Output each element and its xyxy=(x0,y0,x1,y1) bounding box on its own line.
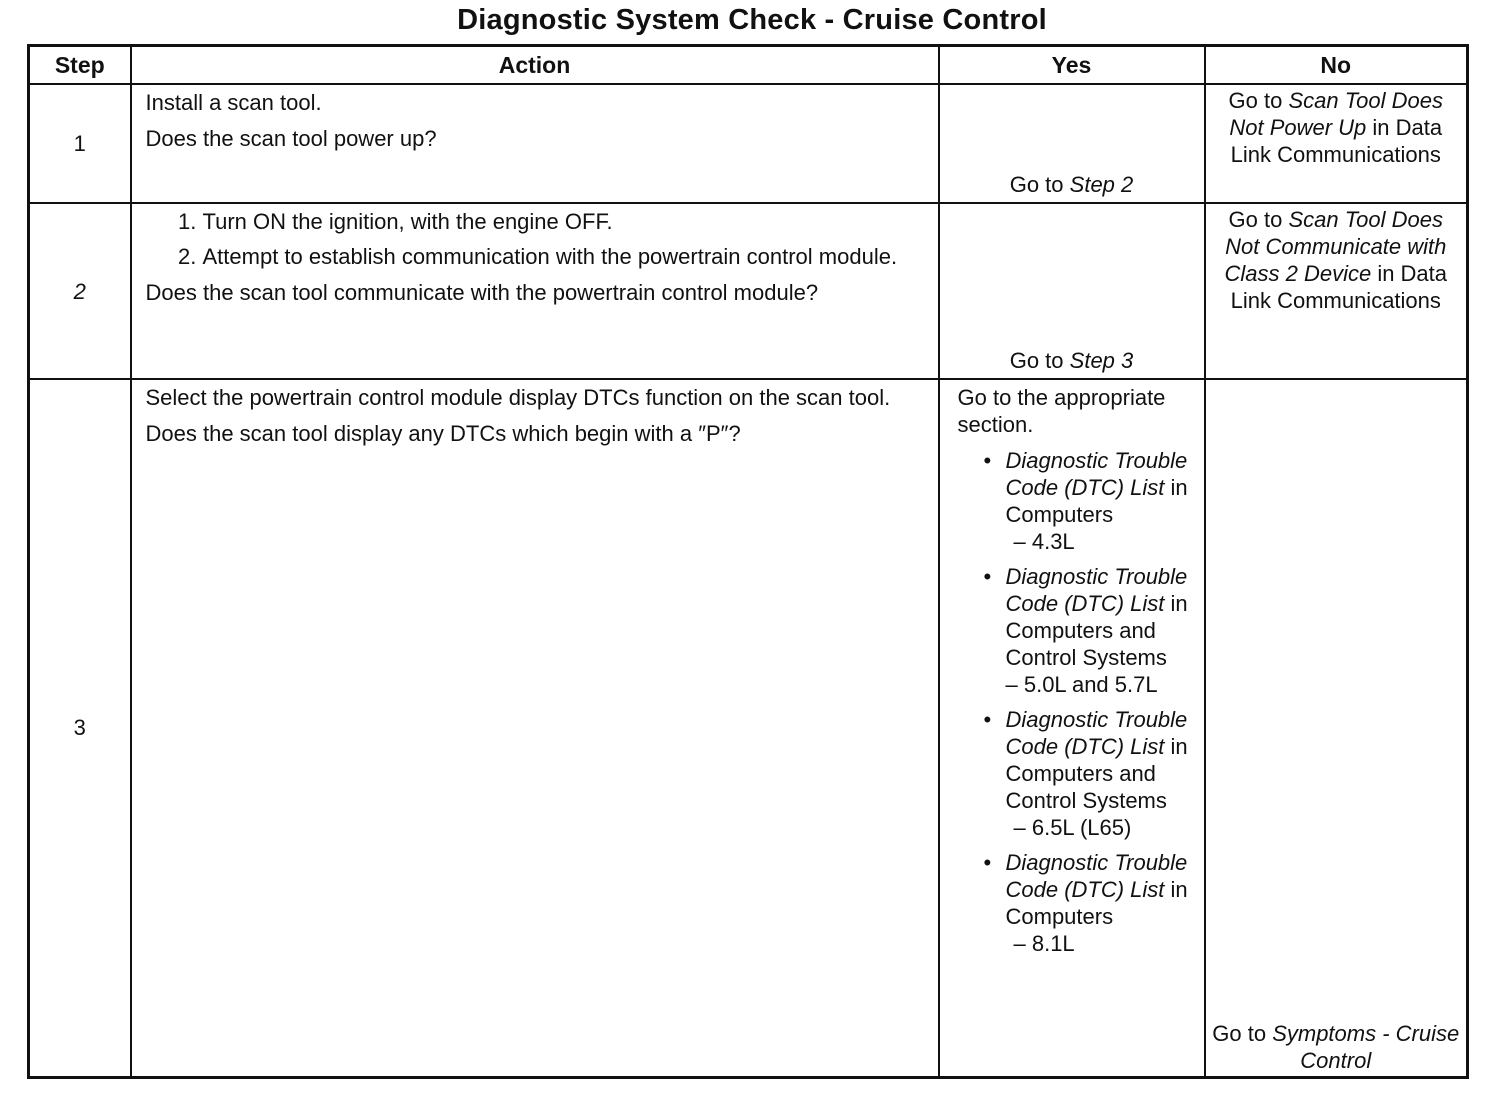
dtc-engine: – 4.3L xyxy=(1013,529,1075,554)
yes-prefix: Go to xyxy=(1009,348,1064,373)
action-steps xyxy=(146,208,932,270)
action-text: Select the powertrain control module display DTCs function on the scan tool. xyxy=(145,385,891,410)
dtc-where: in Computers and Control Systems xyxy=(1005,734,1188,813)
header-yes: Yes xyxy=(939,46,1205,85)
list-item xyxy=(1006,849,1198,957)
action-question: Does the scan tool communicate with the powertrain control module? xyxy=(145,280,819,305)
dtc-engine: – 8.1L xyxy=(1013,931,1075,956)
no-prefix: Go to xyxy=(1212,1020,1267,1046)
table-header-row xyxy=(29,46,1468,85)
list-item xyxy=(1006,447,1198,555)
no-prefix: Go to xyxy=(1228,207,1283,232)
yes-cell xyxy=(939,203,1205,379)
header-no: No xyxy=(1205,46,1468,85)
dtc-link[interactable]: Diagnostic Trouble Code (DTC) List xyxy=(1005,707,1188,759)
page-title: Diagnostic System Check - Cruise Control xyxy=(457,4,1047,36)
yes-link[interactable]: Step 2 xyxy=(1069,172,1134,197)
step-number xyxy=(29,203,131,379)
yes-prefix: Go to xyxy=(1009,172,1064,197)
step-number: 1 xyxy=(29,84,131,203)
list-item xyxy=(1006,706,1198,841)
no-cell xyxy=(1205,203,1468,379)
no-cell xyxy=(1205,84,1468,203)
yes-cell xyxy=(939,84,1205,203)
action-step-item: 1. Turn ON the ignition, with the engine OFF. xyxy=(203,208,932,235)
header-step: Step xyxy=(29,46,131,85)
dtc-engine: – 6.5L (L65) xyxy=(1013,815,1132,840)
no-link[interactable]: Scan Tool Does Not Power Up xyxy=(1229,88,1443,140)
action-cell xyxy=(131,379,939,1077)
action-question: Does the scan tool power up? xyxy=(145,126,437,151)
diagnostic-table xyxy=(27,44,1469,1079)
action-cell xyxy=(131,84,939,203)
no-suffix: in Data Link Communications xyxy=(1230,261,1448,313)
dtc-where: in Computers xyxy=(1005,877,1188,929)
table-row xyxy=(29,203,1468,379)
table-row xyxy=(29,379,1468,1077)
table-row xyxy=(29,84,1468,203)
no-suffix: in Data Link Communications xyxy=(1230,115,1443,167)
header-action: Action xyxy=(131,46,939,85)
dtc-list xyxy=(958,447,1198,957)
action-step-item: 2. Attempt to establish communication with the powertrain control module. xyxy=(203,243,932,270)
no-prefix: Go to xyxy=(1228,88,1283,113)
yes-link[interactable]: Step 3 xyxy=(1069,348,1134,373)
yes-cell xyxy=(939,379,1205,1077)
no-link[interactable]: Symptoms - Cruise Control xyxy=(1272,1020,1460,1073)
dtc-where: in Computers and Control Systems xyxy=(1005,591,1188,670)
action-cell xyxy=(131,203,939,379)
dtc-link[interactable]: Diagnostic Trouble Code (DTC) List xyxy=(1005,564,1188,616)
list-item xyxy=(1006,563,1198,698)
dtc-link[interactable]: Diagnostic Trouble Code (DTC) List xyxy=(1005,850,1188,902)
dtc-where: in Computers xyxy=(1005,475,1188,527)
action-question: Does the scan tool display any DTCs which begin with a ″P″? xyxy=(145,421,741,446)
no-cell xyxy=(1205,379,1468,1077)
dtc-engine: – 5.0L and 5.7L xyxy=(1005,672,1158,697)
step-number: 3 xyxy=(29,379,131,1077)
action-text: Install a scan tool. xyxy=(145,90,322,115)
no-link[interactable]: Scan Tool Does Not Communicate with Class 2 Device xyxy=(1224,207,1447,286)
dtc-link[interactable]: Diagnostic Trouble Code (DTC) List xyxy=(1005,448,1188,500)
yes-intro: Go to the appropriate section. xyxy=(957,385,1166,437)
step-number-text: 2 xyxy=(73,278,86,304)
